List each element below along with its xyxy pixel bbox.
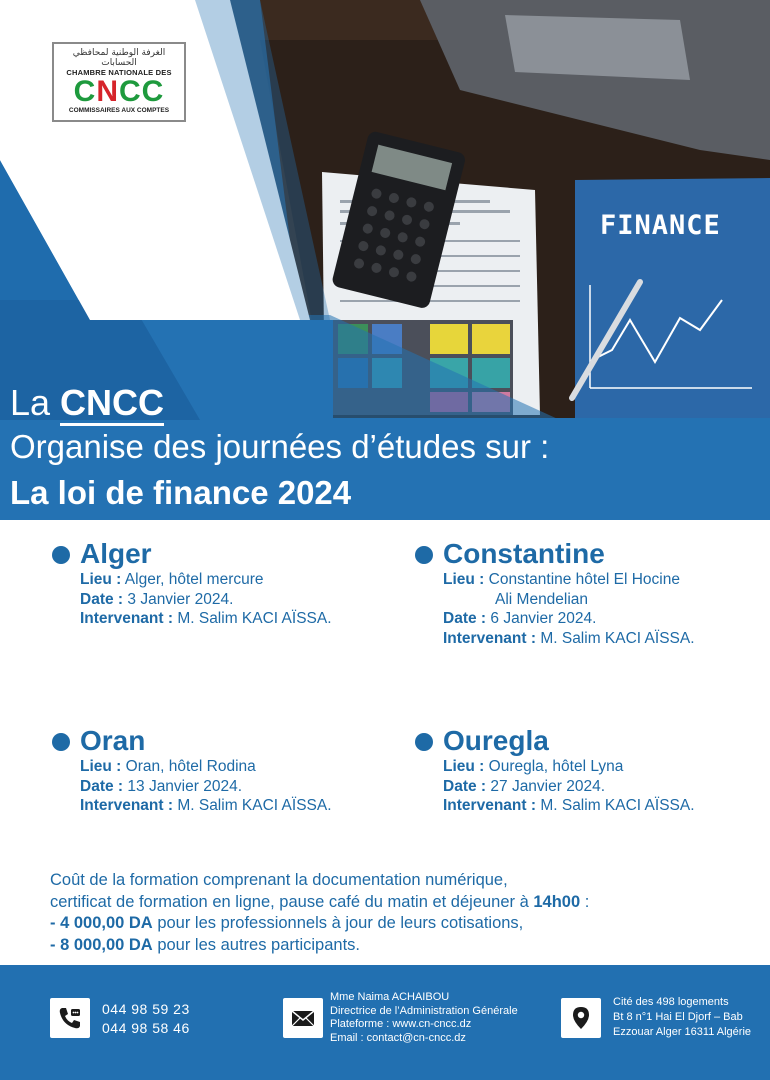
platform-link[interactable]: Plateforme : www.cn-cncc.dz xyxy=(330,1018,472,1030)
phone1[interactable]: 044 98 59 23 xyxy=(102,1001,190,1017)
logo-mark: CNCC xyxy=(73,75,165,108)
date-label: Date : xyxy=(443,610,487,627)
logo-line2: COMMISSAIRES AUX COMPTES xyxy=(68,107,170,114)
cost-line1: Coût de la formation comprenant la documentation numérique, xyxy=(50,871,508,889)
date-line xyxy=(415,609,760,629)
cost-section xyxy=(50,870,750,956)
email-link[interactable]: Email : contact@cn-cncc.dz xyxy=(330,1031,466,1044)
address-block xyxy=(613,995,751,1040)
city-name: Alger xyxy=(80,538,152,569)
intervenant-value: M. Salim KACI AÏSSA. xyxy=(540,629,695,647)
intervenant-line xyxy=(415,629,760,649)
lieu-value: Ouregla, hôtel Lyna xyxy=(488,758,624,775)
phone-numbers xyxy=(102,1000,190,1038)
city-block-alger xyxy=(52,538,392,629)
intervenant-label: Intervenant : xyxy=(443,797,537,814)
city-block-constantine xyxy=(415,538,760,648)
phone-icon xyxy=(50,998,90,1038)
title-org: CNCC xyxy=(60,382,164,426)
date-line xyxy=(415,777,760,797)
city-block-ouregla xyxy=(415,725,760,816)
lieu-continuation: Ali Mendelian xyxy=(495,590,589,608)
intervenant-value: M. Salim KACI AÏSSA. xyxy=(540,797,695,814)
price-line1 xyxy=(50,913,750,935)
date-value: 27 Janvier 2024. xyxy=(490,777,605,795)
intervenant-value: M. Salim KACI AÏSSA. xyxy=(177,610,332,627)
city-block-oran xyxy=(52,725,392,816)
intervenant-line xyxy=(415,796,760,816)
lieu-line xyxy=(52,757,392,777)
title-line2: Organise des journées d’études sur : xyxy=(10,428,550,465)
hero-section xyxy=(0,0,770,520)
date-label: Date : xyxy=(80,590,124,608)
logo-line1: CHAMBRE NATIONALE DES xyxy=(66,68,172,77)
intervenant-line xyxy=(52,796,392,816)
title-prefix: La xyxy=(10,382,61,423)
lieu-label: Lieu : xyxy=(443,758,485,775)
intervenant-value: M. Salim KACI AÏSSA. xyxy=(177,797,332,814)
bullet-dot xyxy=(52,733,70,751)
title-line1 xyxy=(10,382,164,424)
cost-line2-text: certificat de formation en ligne, pause café du matin et déjeuner à xyxy=(50,892,534,911)
address-line3: Ezzouar Alger 16311 Algérie xyxy=(613,1026,751,1038)
price-line2 xyxy=(50,935,750,957)
footer xyxy=(0,965,770,1080)
lieu-line xyxy=(415,570,760,590)
lieu-value: Constantine hôtel El Hocine xyxy=(488,571,680,588)
lieu-label: Lieu : xyxy=(443,571,485,588)
date-value: 13 Janvier 2024. xyxy=(127,777,242,795)
finance-folder-word: FINANCE xyxy=(600,210,721,241)
city-name: Oran xyxy=(80,725,146,756)
address-line1: Cité des 498 logements xyxy=(613,996,729,1008)
contact-role: Directrice de l’Administration Générale xyxy=(330,1004,518,1017)
city-name: Ouregla xyxy=(443,725,549,756)
intervenant-label: Intervenant : xyxy=(443,629,537,647)
phone2[interactable]: 044 98 58 46 xyxy=(102,1020,190,1036)
cncc-logo xyxy=(52,42,186,122)
city-name: Constantine xyxy=(443,538,605,569)
bullet-dot xyxy=(415,733,433,751)
bullet-dot xyxy=(415,546,433,564)
title-line3: La loi de finance 2024 xyxy=(10,474,352,511)
lieu-label: Lieu : xyxy=(80,571,122,588)
cost-line2-suffix: : xyxy=(580,892,590,911)
price1-amount: - 4 000,00 DA xyxy=(50,914,153,932)
cost-line2 xyxy=(50,892,750,914)
date-label: Date : xyxy=(443,777,487,795)
lieu-line xyxy=(415,757,760,777)
location-pin-icon xyxy=(561,998,601,1038)
lieu-label: Lieu : xyxy=(80,758,122,775)
address-line2: Bt 8 n°1 Hai El Djorf – Bab xyxy=(613,1011,743,1023)
date-line xyxy=(52,777,392,797)
intervenant-line xyxy=(52,609,392,629)
date-label: Date : xyxy=(80,777,124,795)
envelope-icon xyxy=(283,998,323,1038)
lieu-value: Alger, hôtel mercure xyxy=(124,571,264,588)
intervenant-label: Intervenant : xyxy=(80,797,174,814)
logo-arabic-text: الغرفة الوطنية لمحافظي الحسابات xyxy=(72,48,166,68)
intervenant-label: Intervenant : xyxy=(80,610,174,627)
lieu-value: Oran, hôtel Rodina xyxy=(125,758,256,775)
date-line xyxy=(52,590,392,610)
lieu-line xyxy=(52,570,392,590)
date-value: 6 Janvier 2024. xyxy=(490,610,597,627)
contact-name: Mme Naima ACHAIBOU xyxy=(330,991,450,1003)
price1-desc: pour les professionnels à jour de leurs cotisations, xyxy=(152,914,524,932)
cost-time: 14h00 xyxy=(533,892,581,911)
date-value: 3 Janvier 2024. xyxy=(127,590,234,608)
price2-amount: - 8 000,00 DA xyxy=(50,935,153,954)
contact-block xyxy=(330,991,518,1045)
price2-desc: pour les autres participants. xyxy=(152,935,361,954)
bullet-dot xyxy=(52,546,70,564)
